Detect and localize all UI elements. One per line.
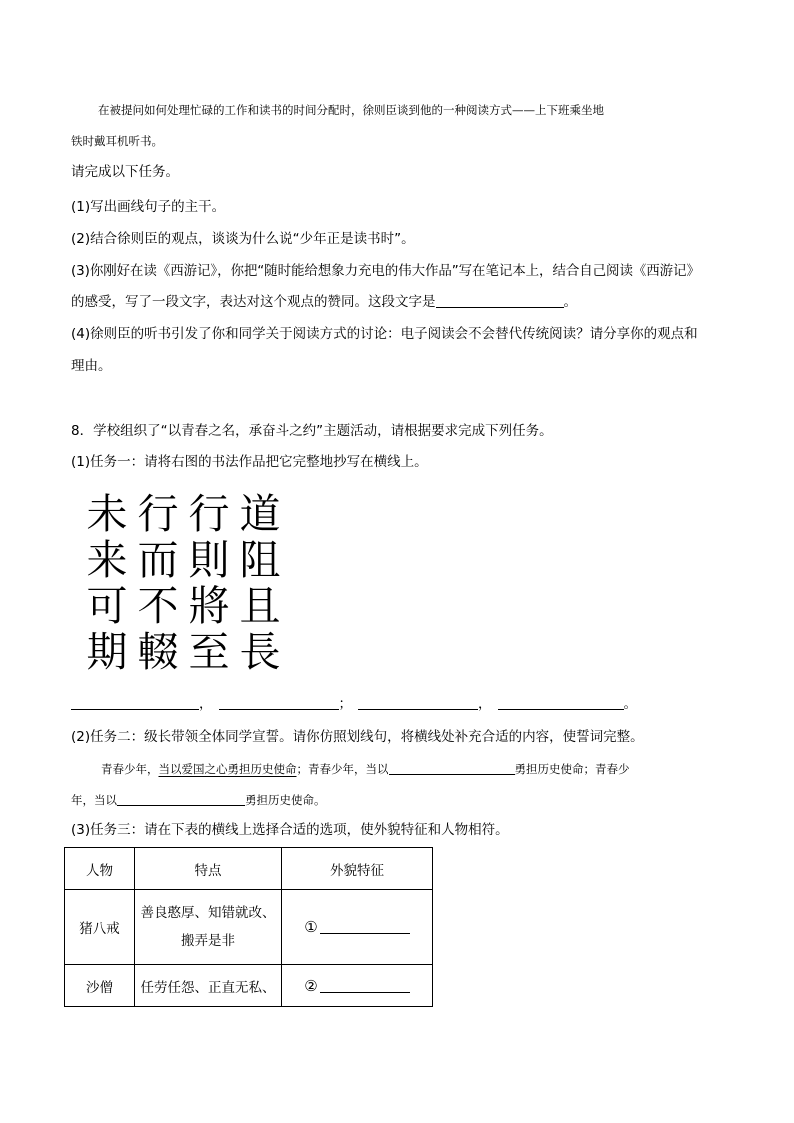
table-header: 外貌特征 (282, 848, 433, 890)
question-4-line-1: (4)徐则臣的听书引发了你和同学关于阅读方式的讨论：电子阅读会不会替代传统阅读？请分享你的观点和 (71, 326, 698, 342)
blank-separator: ； (338, 696, 352, 712)
task-2-prompt: (2)任务二：级长带领全体同学宣誓。请你仿照划线句，将横线处补充合适的内容，使誓词完整。 (71, 729, 644, 745)
answer-blank-copy-1[interactable] (71, 695, 199, 710)
calligraphy-char: 長 (239, 628, 281, 676)
task-prompt: 请完成以下任务。 (71, 164, 179, 180)
character-table (64, 847, 433, 1007)
answer-blank-copy-2[interactable] (219, 695, 339, 710)
table-cell-appearance (282, 965, 433, 1007)
traits-line: 搬弄是非 (181, 933, 235, 949)
section-8-title: 8．学校组织了“以青春之名，承奋斗之约”主题活动，请根据要求完成下列任务。 (71, 423, 553, 439)
table-cell-name: 猪八戒 (65, 890, 135, 965)
answer-blank-appearance-1[interactable] (320, 919, 410, 934)
calligraphy-char: 未 (86, 490, 128, 538)
copy-blanks-row (71, 694, 637, 714)
intro-line-2: 铁时戴耳机听书。 (71, 134, 163, 148)
table-cell-name: 沙僧 (65, 965, 135, 1007)
calligraphy-char: 至 (188, 628, 230, 676)
question-3-period: 。 (563, 294, 577, 310)
table-cell-traits (135, 890, 282, 965)
oath-text: ；青春少年，当以 (296, 762, 389, 776)
calligraphy-char: 且 (239, 582, 281, 630)
answer-blank-oath-2[interactable] (117, 791, 245, 806)
answer-blank-copy-4[interactable] (498, 695, 624, 710)
calligraphy-char: 行 (137, 490, 179, 538)
calligraphy-char: 而 (137, 536, 179, 584)
oath-text: 年，当以 (71, 793, 117, 807)
table-header: 特点 (135, 848, 282, 890)
table-row (65, 965, 433, 1007)
question-2: (2)结合徐则臣的观点，谈谈为什么说“少年正是读书时”。 (71, 231, 415, 247)
oath-line-2 (71, 790, 326, 810)
calligraphy-char: 行 (188, 490, 230, 538)
oath-underlined-model: 当以爱国之心勇担历史使命 (158, 762, 297, 776)
question-3-line-2 (71, 292, 577, 312)
blank-separator: ， (478, 696, 492, 712)
question-3-text: 的感受，写了一段文字，表达对这个观点的赞同。这段文字是 (71, 294, 436, 310)
calligraphy-char: 輟 (137, 628, 179, 676)
table-header: 人物 (65, 848, 135, 890)
calligraphy-char: 来 (86, 536, 128, 584)
calligraphy-char: 可 (86, 582, 128, 630)
calligraphy-char: 將 (188, 582, 230, 630)
item-marker: ① (304, 918, 318, 936)
calligraphy-char: 則 (188, 536, 230, 584)
table-header-row (65, 848, 433, 890)
calligraphy-char: 期 (86, 628, 128, 676)
table-row (65, 890, 433, 965)
calligraphy-char: 不 (137, 582, 179, 630)
traits-line: 善良憨厚、知错就改、 (140, 905, 276, 921)
answer-blank-copy-3[interactable] (358, 695, 478, 710)
task-1-prompt: (1)任务一：请将右图的书法作品把它完整地抄写在横线上。 (71, 454, 428, 470)
answer-blank-q3[interactable] (436, 293, 564, 308)
item-marker: ② (304, 976, 318, 995)
question-1: (1)写出画线句子的主干。 (71, 199, 226, 215)
task-3-prompt: (3)任务三：请在下表的横线上选择合适的选项，使外貌特征和人物相符。 (71, 822, 509, 838)
oath-text: 勇担历史使命；青春少 (514, 762, 630, 776)
table-cell-appearance (282, 890, 433, 965)
oath-text: 勇担历史使命。 (245, 793, 326, 807)
oath-line-1 (101, 759, 630, 779)
calligraphy-char: 道 (239, 490, 281, 538)
question-3-line-1: (3)你刚好在读《西游记》，你把“随时能给想象力充电的伟大作品”写在笔记本上，结合自己阅读《西游记》 (71, 263, 700, 279)
blank-separator: 。 (623, 696, 637, 712)
oath-text: 青春少年， (101, 762, 159, 776)
traits-line: 任劳任怨、正直无私、 (140, 979, 276, 996)
answer-blank-appearance-2[interactable] (320, 978, 410, 993)
blank-separator: ， (199, 696, 213, 712)
calligraphy-char: 阻 (239, 536, 281, 584)
calligraphy-artwork (82, 490, 302, 676)
table-cell-traits (135, 965, 282, 1007)
answer-blank-oath-1[interactable] (389, 760, 515, 775)
intro-line-1: 在被提问如何处理忙碌的工作和读书的时间分配时，徐则臣谈到他的一种阅读方式——上下班乘坐地 (98, 103, 604, 117)
question-4-line-2: 理由。 (71, 358, 112, 374)
